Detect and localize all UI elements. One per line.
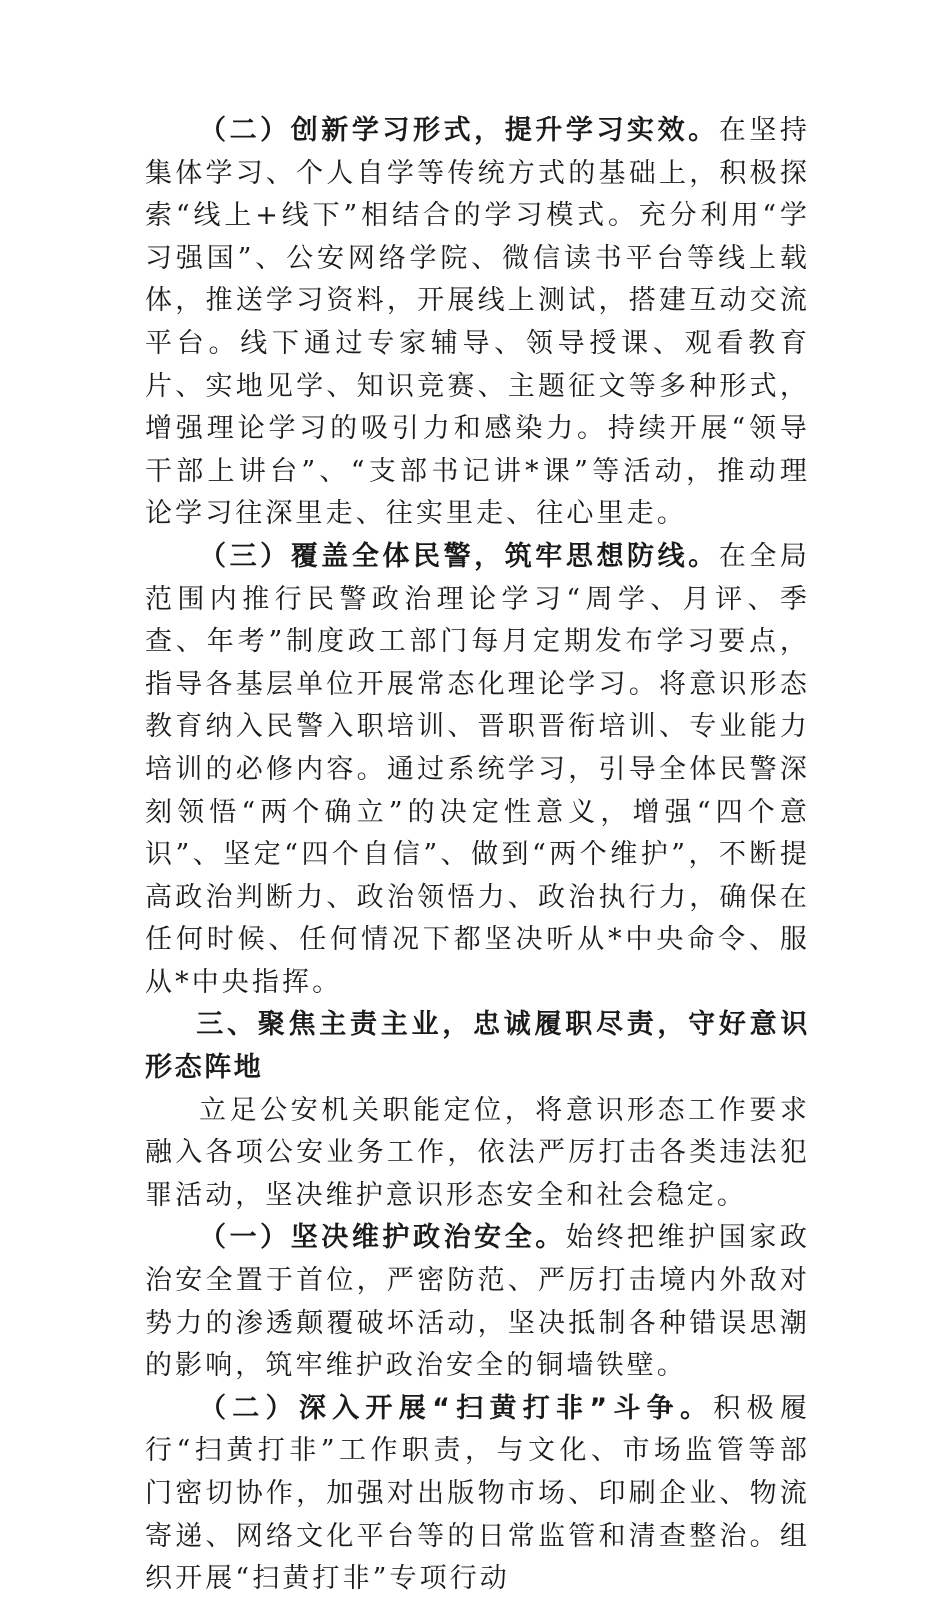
document-body <box>145 110 810 1601</box>
section-heading-three: 三、聚焦主责主业，忠诚履职尽责，守好意识形态阵地 <box>145 1009 810 1084</box>
paragraph-lead: （二）深入开展“扫黄打非”斗争。 <box>199 1392 714 1424</box>
paragraph-text: 始终把维护国家政治安全置于首位，严密防范、严厉打击境内外敌对势力的渗透颠覆破坏活动，坚决抵制各种错误思潮的影响，筑牢维护政治安全的铜墙铁壁。 <box>145 1222 810 1382</box>
paragraph-text: 积极履行“扫黄打非”工作职责，与文化、市场监管等部门密切协作，加强对出版物市场、印刷企业、物流寄递、网络文化平台等的日常监管和清查整治。组织开展“扫黄打非”专项行动 <box>145 1392 810 1595</box>
paragraph-section-intro <box>145 1090 810 1218</box>
paragraph-innovate-study-form <box>145 110 810 536</box>
paragraph-text: 在全局范围内推行民警政治理论学习“周学、月评、季查、年考”制度政工部门每月定期发布学习要点，指导各基层单位开展常态化理论学习。将意识形态教育纳入民警入职培训、晋职晋衔培训、专业能力培训的必修内容。通过系统学习，引导全体民警深刻领悟“两个确立”的决定性意义，增强“四个意识”、坚定“四个自信”、做到“两个维护”，不断提高政治判断力、政治领悟力、政治执行力，确保在任何时候、任何情况下都坚决听从*中央命令、服从*中央指挥。 <box>145 540 810 998</box>
paragraph-text: 在坚持集体学习、个人自学等传统方式的基础上，积极探索“线上+线下”相结合的学习模式。充分利用“学习强国”、公安网络学院、微信读书平台等线上载体，推送学习资料，开展线上测试，搭建互动交流平台。线下通过专家辅导、领导授课、观看教育片、实地见学、知识竞赛、主题征文等多种形式，增强理论学习的吸引力和感染力。持续开展“领导干部上讲台”、“支部书记讲*课”等活动，推动理论学习往深里走、往实里走、往心里走。 <box>145 115 810 530</box>
paragraph-lead: （三）覆盖全体民警，筑牢思想防线。 <box>199 540 719 572</box>
paragraph-political-security <box>145 1217 810 1387</box>
paragraph-text: 立足公安机关职能定位，将意识形态工作要求融入各项公安业务工作，依法严厉打击各类违法犯罪活动，坚决维护意识形态安全和社会稳定。 <box>145 1094 810 1211</box>
paragraph-lead: （一）坚决维护政治安全。 <box>199 1222 566 1254</box>
paragraph-lead: （二）创新学习形式，提升学习实效。 <box>199 115 719 146</box>
paragraph-cover-all-police <box>145 536 810 1005</box>
paragraph-anti-pornography <box>145 1388 810 1601</box>
